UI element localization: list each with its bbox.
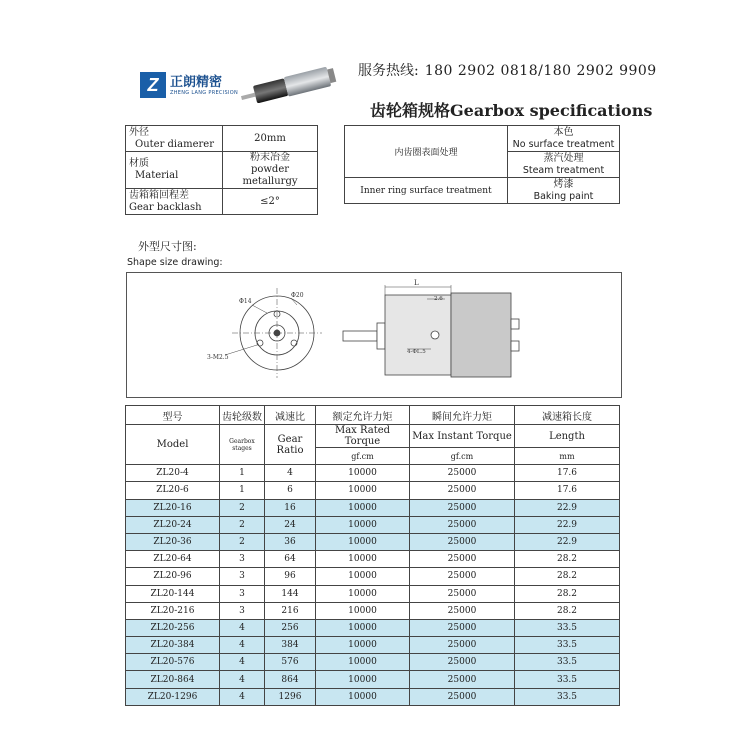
drawing-heading-en: Shape size drawing: [127, 257, 223, 268]
cell-model: ZL20-96 [126, 568, 220, 585]
cell-model: ZL20-576 [126, 654, 220, 671]
cell-stages: 2 [220, 499, 265, 516]
cell-model: ZL20-16 [126, 499, 220, 516]
header-stages-cn: 齿轮级数 [220, 406, 265, 425]
table-row [126, 551, 620, 568]
cell-stages: 3 [220, 551, 265, 568]
spec-label-cn: 齿箱箱回程差 [129, 189, 189, 201]
spec-label [126, 126, 223, 152]
cell-instant: 25000 [410, 465, 515, 482]
cell-ratio: 4 [265, 465, 316, 482]
cell-instant: 25000 [410, 499, 515, 516]
drawing-heading-cn: 外型尺寸图: [138, 240, 197, 253]
technical-drawing [127, 273, 621, 397]
cell-model: ZL20-64 [126, 551, 220, 568]
surface-head-cn: 内齿圈表面处理 [345, 126, 508, 178]
cell-length: 22.9 [515, 533, 620, 550]
spec-label-en: Gear backlash [129, 201, 202, 213]
cell-rated: 10000 [316, 533, 410, 550]
cell-model: ZL20-256 [126, 619, 220, 636]
cell-stages: 3 [220, 568, 265, 585]
unit-rated: gf.cm [316, 448, 410, 465]
cell-instant: 25000 [410, 568, 515, 585]
cell-stages: 4 [220, 654, 265, 671]
spec-value: ≤2° [223, 189, 318, 215]
cell-instant: 25000 [410, 602, 515, 619]
header-length-cn: 减速箱长度 [515, 406, 620, 425]
cell-length: 28.2 [515, 585, 620, 602]
service-hotline [358, 60, 657, 80]
hotline-numbers: 180 2902 0818/180 2902 9909 [424, 63, 657, 79]
unit-instant: gf.cm [410, 448, 515, 465]
cell-length: 28.2 [515, 602, 620, 619]
cell-rated: 10000 [316, 654, 410, 671]
cell-stages: 1 [220, 482, 265, 499]
header-model-en: Model [126, 425, 220, 465]
cell-model: ZL20-4 [126, 465, 220, 482]
cell-model: ZL20-144 [126, 585, 220, 602]
gearbox-motor-photo [240, 64, 340, 108]
surface-option-en: Steam treatment [522, 164, 605, 176]
table-row [126, 671, 620, 688]
cell-ratio: 216 [265, 602, 316, 619]
cell-model: ZL20-1296 [126, 688, 220, 705]
cell-stages: 2 [220, 533, 265, 550]
cell-instant: 25000 [410, 671, 515, 688]
cell-rated: 10000 [316, 551, 410, 568]
label-length: L [414, 279, 419, 287]
cell-stages: 3 [220, 585, 265, 602]
cell-length: 17.6 [515, 482, 620, 499]
cell-rated: 10000 [316, 482, 410, 499]
spec-label [126, 189, 223, 215]
table-row [126, 516, 620, 533]
cell-ratio: 144 [265, 585, 316, 602]
cell-ratio: 384 [265, 637, 316, 654]
shape-size-drawing [126, 272, 622, 398]
header-model-cn: 型号 [126, 406, 220, 425]
cell-stages: 3 [220, 602, 265, 619]
table-row [126, 499, 620, 516]
table-row [126, 637, 620, 654]
cell-length: 33.5 [515, 688, 620, 705]
cell-stages: 2 [220, 516, 265, 533]
surface-option [508, 126, 620, 152]
cell-stages: 4 [220, 619, 265, 636]
surface-option-en: Baking paint [533, 190, 594, 202]
surface-option-en: No surface treatment [512, 138, 615, 150]
cell-instant: 25000 [410, 533, 515, 550]
cell-ratio: 16 [265, 499, 316, 516]
table-row [126, 619, 620, 636]
label-d14: Φ14 [239, 298, 252, 305]
cell-stages: 4 [220, 688, 265, 705]
cell-instant: 25000 [410, 619, 515, 636]
cell-instant: 25000 [410, 654, 515, 671]
cell-length: 17.6 [515, 465, 620, 482]
surface-option [508, 152, 620, 178]
table-row [126, 533, 620, 550]
table-row [126, 568, 620, 585]
hotline-label: 服务热线: [358, 63, 419, 79]
cell-length: 28.2 [515, 551, 620, 568]
table-row [126, 602, 620, 619]
header-instant-cn: 瞬间允许力矩 [410, 406, 515, 425]
cell-instant: 25000 [410, 551, 515, 568]
cell-ratio: 6 [265, 482, 316, 499]
table-row [126, 688, 620, 705]
side-view [343, 285, 519, 377]
cell-rated: 10000 [316, 465, 410, 482]
surface-treatment-table [344, 125, 620, 204]
cell-length: 28.2 [515, 568, 620, 585]
table-row [126, 465, 620, 482]
header-rated-en: Max Rated Torque [316, 425, 410, 448]
cell-stages: 4 [220, 671, 265, 688]
cell-ratio: 36 [265, 533, 316, 550]
label-dim2: 4-ΦL.5 [407, 349, 426, 355]
cell-ratio: 24 [265, 516, 316, 533]
spec-row-material [126, 152, 318, 189]
cell-instant: 25000 [410, 585, 515, 602]
cell-instant: 25000 [410, 482, 515, 499]
cell-length: 33.5 [515, 619, 620, 636]
table-row [126, 654, 620, 671]
cell-model: ZL20-6 [126, 482, 220, 499]
cell-rated: 10000 [316, 637, 410, 654]
cell-length: 22.9 [515, 516, 620, 533]
table-row [126, 585, 620, 602]
page-title: 齿轮箱规格Gearbox specifications [370, 101, 653, 120]
cell-ratio: 256 [265, 619, 316, 636]
cell-ratio: 64 [265, 551, 316, 568]
cell-rated: 10000 [316, 585, 410, 602]
cell-ratio: 96 [265, 568, 316, 585]
cell-ratio: 576 [265, 654, 316, 671]
logo-name-cn: 正朗精密 [170, 75, 223, 90]
cell-ratio: 1296 [265, 688, 316, 705]
cell-model: ZL20-384 [126, 637, 220, 654]
cell-model: ZL20-864 [126, 671, 220, 688]
spec-value-cn: 粉末冶金 [250, 152, 290, 163]
cell-model: ZL20-36 [126, 533, 220, 550]
spec-value: 20mm [223, 126, 318, 152]
header-rated-cn: 额定允许力矩 [316, 406, 410, 425]
cell-length: 22.9 [515, 499, 620, 516]
table-header-cn [126, 406, 620, 425]
cell-rated: 10000 [316, 602, 410, 619]
header-instant-en: Max Instant Torque [410, 425, 515, 448]
cell-length: 33.5 [515, 654, 620, 671]
spec-label-en: Material [135, 170, 179, 181]
cell-length: 33.5 [515, 671, 620, 688]
cell-model: ZL20-24 [126, 516, 220, 533]
surface-option-cn: 蒸汽处理 [543, 152, 584, 164]
surface-option-cn: 烤漆 [553, 178, 574, 190]
surface-option [508, 178, 620, 204]
spec-label [126, 152, 223, 189]
label-dim1: 2.6 [434, 296, 443, 302]
cell-model: ZL20-216 [126, 602, 220, 619]
spec-value [223, 152, 318, 189]
unit-length: mm [515, 448, 620, 465]
cell-instant: 25000 [410, 637, 515, 654]
cell-length: 33.5 [515, 637, 620, 654]
label-d20: Φ20 [291, 292, 304, 299]
model-spec-table [125, 405, 620, 706]
label-screw: 3-M2.5 [207, 354, 229, 361]
cell-ratio: 864 [265, 671, 316, 688]
table-row [126, 482, 620, 499]
spec-row-backlash [126, 189, 318, 215]
surface-head-en: Inner ring surface treatment [345, 178, 508, 204]
cell-rated: 10000 [316, 688, 410, 705]
logo-mark: Z [140, 72, 166, 98]
cell-stages: 1 [220, 465, 265, 482]
cell-stages: 4 [220, 637, 265, 654]
surface-option-cn: 本色 [553, 126, 574, 138]
basic-specs-table [125, 125, 318, 215]
cell-instant: 25000 [410, 688, 515, 705]
spec-label-cn: 外径 [129, 126, 149, 138]
cell-rated: 10000 [316, 499, 410, 516]
header-length-en: Length [515, 425, 620, 448]
logo-name-en: ZHENG LANG PRECISION [170, 90, 239, 96]
cell-instant: 25000 [410, 516, 515, 533]
cell-rated: 10000 [316, 568, 410, 585]
company-logo [140, 60, 340, 110]
spec-value-en: powder metallurgy [242, 164, 298, 187]
cell-rated: 10000 [316, 671, 410, 688]
cell-rated: 10000 [316, 516, 410, 533]
spec-label-en: Outer diamerer [135, 138, 214, 150]
header-ratio-en: Gear Ratio [265, 425, 316, 465]
spec-row-outer-diameter [126, 126, 318, 152]
header-ratio-cn: 减速比 [265, 406, 316, 425]
cell-rated: 10000 [316, 619, 410, 636]
spec-label-cn: 材质 [129, 158, 149, 169]
header-stages-en: Gearbox stages [220, 425, 265, 465]
